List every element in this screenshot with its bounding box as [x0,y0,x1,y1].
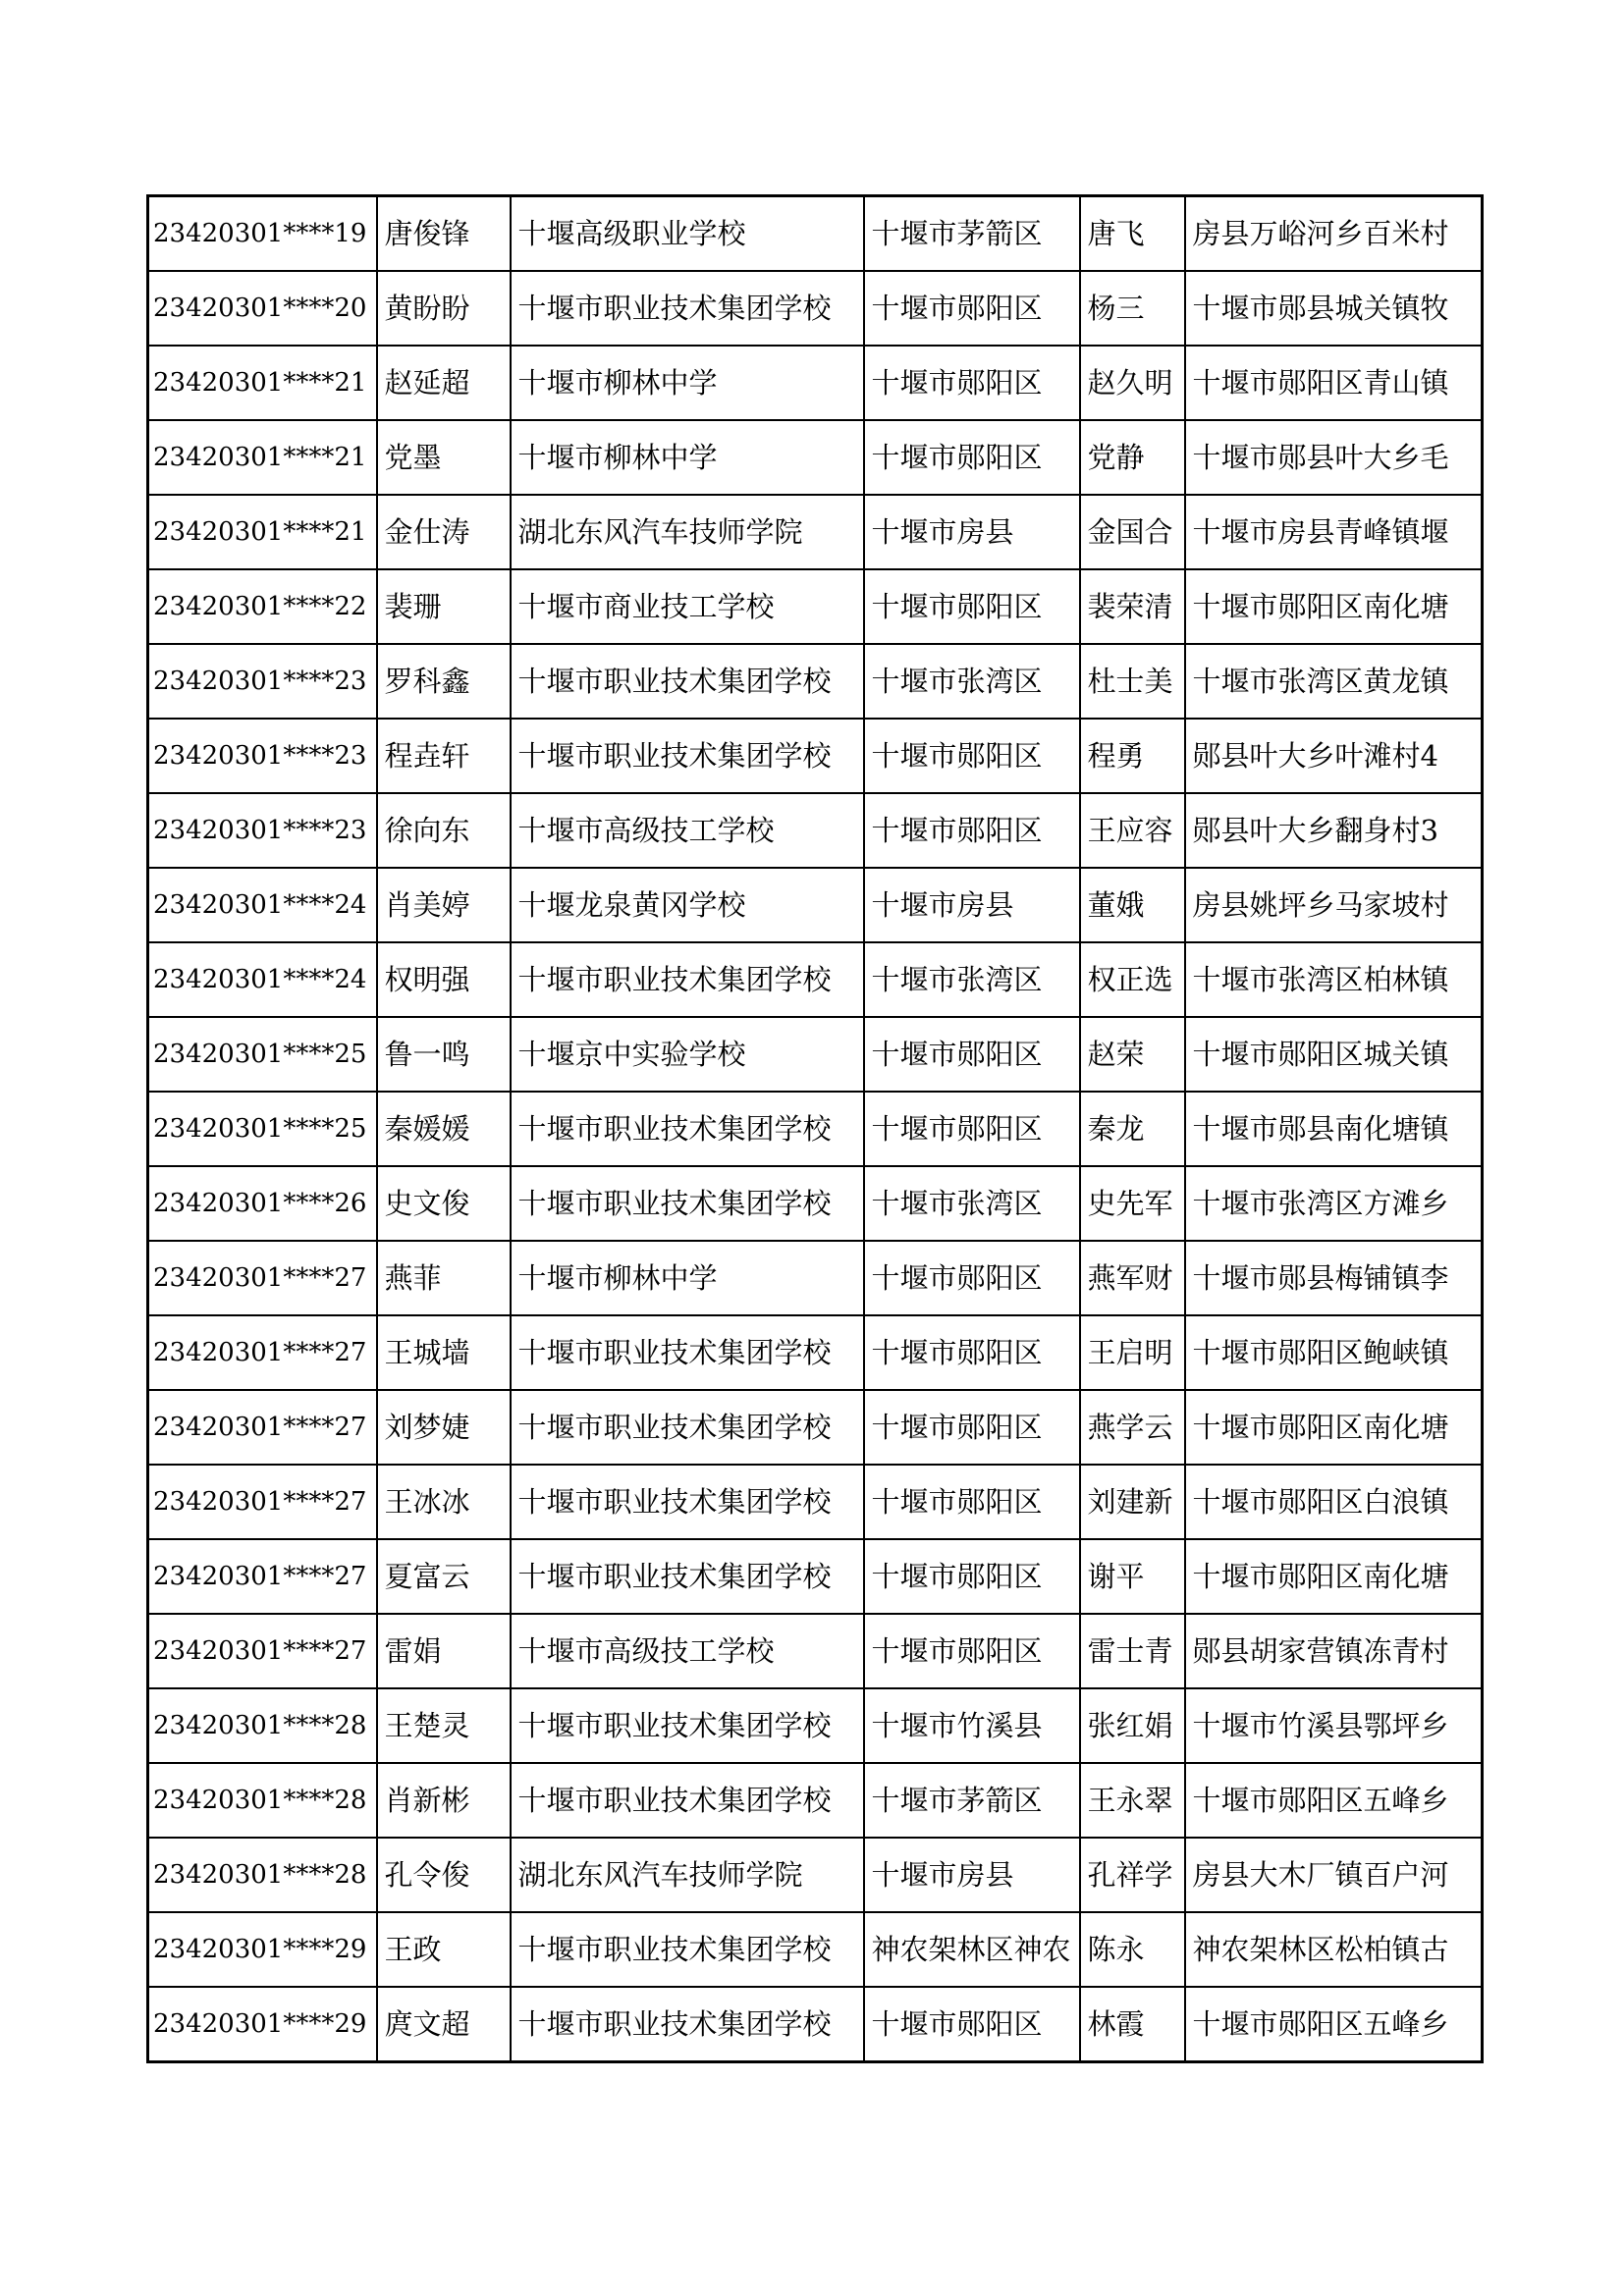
student-id-cell: 23420301****25 [148,1092,377,1166]
student-id-cell: 23420301****24 [148,942,377,1017]
school-cell: 十堰京中实验学校 [511,1017,864,1092]
region-cell: 十堰市张湾区 [864,942,1080,1017]
student-id-cell: 23420301****27 [148,1614,377,1688]
region-cell: 十堰市郧阳区 [864,271,1080,346]
table-row [148,569,1483,644]
table-row [148,942,1483,1017]
school-cell: 十堰市职业技术集团学校 [511,942,864,1017]
table-row [148,1017,1483,1092]
region-cell: 十堰市郧阳区 [864,1465,1080,1539]
guardian-name-cell: 杜士美 [1080,644,1185,719]
student-id-cell: 23420301****21 [148,420,377,495]
student-name-cell: 王楚灵 [377,1688,511,1763]
table-body [148,196,1483,2062]
guardian-name-cell: 燕军财 [1080,1241,1185,1315]
table-row [148,1688,1483,1763]
student-name-cell: 党墨 [377,420,511,495]
table-row [148,1465,1483,1539]
student-name-cell: 金仕涛 [377,495,511,569]
region-cell: 神农架林区神农 [864,1912,1080,1987]
student-name-cell: 赵延超 [377,346,511,420]
student-name-cell: 庹文超 [377,1987,511,2062]
address-cell: 十堰市郧阳区五峰乡 [1185,1763,1483,1838]
student-name-cell: 权明强 [377,942,511,1017]
student-id-cell: 23420301****24 [148,868,377,942]
guardian-name-cell: 杨三 [1080,271,1185,346]
school-cell: 十堰市职业技术集团学校 [511,1465,864,1539]
student-name-cell: 夏富云 [377,1539,511,1614]
guardian-name-cell: 孔祥学 [1080,1838,1185,1912]
guardian-name-cell: 党静 [1080,420,1185,495]
region-cell: 十堰市房县 [864,868,1080,942]
student-id-cell: 23420301****25 [148,1017,377,1092]
student-id-cell: 23420301****28 [148,1688,377,1763]
student-name-cell: 秦媛媛 [377,1092,511,1166]
guardian-name-cell: 雷士青 [1080,1614,1185,1688]
school-cell: 十堰市职业技术集团学校 [511,1539,864,1614]
address-cell: 十堰市郧县城关镇牧 [1185,271,1483,346]
guardian-name-cell: 王永翠 [1080,1763,1185,1838]
table-row [148,1763,1483,1838]
address-cell: 十堰市房县青峰镇堰 [1185,495,1483,569]
table-row [148,420,1483,495]
address-cell: 郧县胡家营镇冻青村 [1185,1614,1483,1688]
region-cell: 十堰市郧阳区 [864,1017,1080,1092]
guardian-name-cell: 唐飞 [1080,196,1185,272]
student-name-cell: 徐向东 [377,793,511,868]
student-id-cell: 23420301****20 [148,271,377,346]
address-cell: 房县大木厂镇百户河 [1185,1838,1483,1912]
school-cell: 十堰市柳林中学 [511,346,864,420]
table-row [148,1092,1483,1166]
address-cell: 十堰市郧县叶大乡毛 [1185,420,1483,495]
table-row [148,495,1483,569]
school-cell: 十堰市柳林中学 [511,420,864,495]
student-id-cell: 23420301****29 [148,1912,377,1987]
student-name-cell: 程垚轩 [377,719,511,793]
school-cell: 十堰市职业技术集团学校 [511,271,864,346]
student-name-cell: 史文俊 [377,1166,511,1241]
student-id-cell: 23420301****27 [148,1315,377,1390]
region-cell: 十堰市郧阳区 [864,719,1080,793]
address-cell: 十堰市郧阳区白浪镇 [1185,1465,1483,1539]
region-cell: 十堰市郧阳区 [864,1241,1080,1315]
guardian-name-cell: 金国合 [1080,495,1185,569]
table-row [148,196,1483,272]
student-name-cell: 孔令俊 [377,1838,511,1912]
student-id-cell: 23420301****21 [148,346,377,420]
address-cell: 房县万峪河乡百米村 [1185,196,1483,272]
student-name-cell: 黄盼盼 [377,271,511,346]
address-cell: 十堰市郧阳区城关镇 [1185,1017,1483,1092]
guardian-name-cell: 赵久明 [1080,346,1185,420]
region-cell: 十堰市竹溪县 [864,1688,1080,1763]
region-cell: 十堰市茅箭区 [864,196,1080,272]
address-cell: 十堰市竹溪县鄂坪乡 [1185,1688,1483,1763]
student-id-cell: 23420301****19 [148,196,377,272]
guardian-name-cell: 董娥 [1080,868,1185,942]
school-cell: 十堰市职业技术集团学校 [511,1166,864,1241]
address-cell: 十堰市郧县南化塘镇 [1185,1092,1483,1166]
student-name-cell: 唐俊锋 [377,196,511,272]
student-name-cell: 裴珊 [377,569,511,644]
school-cell: 湖北东风汽车技师学院 [511,495,864,569]
guardian-name-cell: 谢平 [1080,1539,1185,1614]
student-name-cell: 肖美婷 [377,868,511,942]
guardian-name-cell: 程勇 [1080,719,1185,793]
school-cell: 十堰市高级技工学校 [511,793,864,868]
guardian-name-cell: 燕学云 [1080,1390,1185,1465]
region-cell: 十堰市郧阳区 [864,1539,1080,1614]
region-cell: 十堰市郧阳区 [864,569,1080,644]
region-cell: 十堰市郧阳区 [864,793,1080,868]
table-row [148,644,1483,719]
region-cell: 十堰市茅箭区 [864,1763,1080,1838]
address-cell: 十堰市郧阳区青山镇 [1185,346,1483,420]
school-cell: 十堰高级职业学校 [511,196,864,272]
region-cell: 十堰市郧阳区 [864,346,1080,420]
table-row [148,271,1483,346]
school-cell: 十堰市柳林中学 [511,1241,864,1315]
guardian-name-cell: 刘建新 [1080,1465,1185,1539]
student-id-cell: 23420301****29 [148,1987,377,2062]
school-cell: 十堰市职业技术集团学校 [511,1912,864,1987]
region-cell: 十堰市房县 [864,1838,1080,1912]
school-cell: 十堰市职业技术集团学校 [511,1763,864,1838]
table-row [148,1987,1483,2062]
school-cell: 十堰市商业技工学校 [511,569,864,644]
region-cell: 十堰市房县 [864,495,1080,569]
address-cell: 十堰市张湾区黄龙镇 [1185,644,1483,719]
region-cell: 十堰市郧阳区 [864,1092,1080,1166]
school-cell: 十堰市职业技术集团学校 [511,1688,864,1763]
student-id-cell: 23420301****23 [148,793,377,868]
table-row [148,1241,1483,1315]
region-cell: 十堰市郧阳区 [864,1390,1080,1465]
school-cell: 湖北东风汽车技师学院 [511,1838,864,1912]
school-cell: 十堰市职业技术集团学校 [511,719,864,793]
guardian-name-cell: 史先军 [1080,1166,1185,1241]
table-row [148,868,1483,942]
student-name-cell: 刘梦婕 [377,1390,511,1465]
address-cell: 十堰市郧阳区南化塘 [1185,1539,1483,1614]
address-cell: 房县姚坪乡马家坡村 [1185,868,1483,942]
table-row [148,1838,1483,1912]
table-row [148,719,1483,793]
guardian-name-cell: 陈永 [1080,1912,1185,1987]
address-cell: 神农架林区松柏镇古 [1185,1912,1483,1987]
student-name-cell: 雷娟 [377,1614,511,1688]
student-name-cell: 王政 [377,1912,511,1987]
guardian-name-cell: 秦龙 [1080,1092,1185,1166]
student-id-cell: 23420301****27 [148,1241,377,1315]
table-row [148,1614,1483,1688]
school-cell: 十堰市职业技术集团学校 [511,1092,864,1166]
address-cell: 十堰市张湾区柏林镇 [1185,942,1483,1017]
student-name-cell: 王冰冰 [377,1465,511,1539]
school-cell: 十堰市职业技术集团学校 [511,1987,864,2062]
address-cell: 十堰市郧阳区鲍峡镇 [1185,1315,1483,1390]
student-name-cell: 燕菲 [377,1241,511,1315]
student-id-cell: 23420301****23 [148,719,377,793]
table-row [148,1390,1483,1465]
student-id-cell: 23420301****27 [148,1465,377,1539]
region-cell: 十堰市张湾区 [864,644,1080,719]
table-row [148,1166,1483,1241]
student-name-cell: 王城墙 [377,1315,511,1390]
student-name-cell: 鲁一鸣 [377,1017,511,1092]
address-cell: 十堰市郧县梅铺镇李 [1185,1241,1483,1315]
guardian-name-cell: 王启明 [1080,1315,1185,1390]
student-name-cell: 罗科鑫 [377,644,511,719]
table-row [148,346,1483,420]
student-id-cell: 23420301****27 [148,1390,377,1465]
guardian-name-cell: 张红娟 [1080,1688,1185,1763]
region-cell: 十堰市郧阳区 [864,420,1080,495]
address-cell: 十堰市郧阳区南化塘 [1185,569,1483,644]
school-cell: 十堰市职业技术集团学校 [511,644,864,719]
table-row [148,793,1483,868]
guardian-name-cell: 王应容 [1080,793,1185,868]
student-id-cell: 23420301****23 [148,644,377,719]
address-cell: 十堰市张湾区方滩乡 [1185,1166,1483,1241]
student-id-cell: 23420301****28 [148,1838,377,1912]
student-list-table [146,194,1484,2063]
table-row [148,1539,1483,1614]
student-name-cell: 肖新彬 [377,1763,511,1838]
table-row [148,1315,1483,1390]
student-id-cell: 23420301****26 [148,1166,377,1241]
school-cell: 十堰龙泉黄冈学校 [511,868,864,942]
address-cell: 十堰市郧阳区五峰乡 [1185,1987,1483,2062]
address-cell: 十堰市郧阳区南化塘 [1185,1390,1483,1465]
school-cell: 十堰市职业技术集团学校 [511,1390,864,1465]
table-row [148,1912,1483,1987]
school-cell: 十堰市高级技工学校 [511,1614,864,1688]
guardian-name-cell: 权正选 [1080,942,1185,1017]
region-cell: 十堰市郧阳区 [864,1315,1080,1390]
guardian-name-cell: 裴荣清 [1080,569,1185,644]
guardian-name-cell: 林霞 [1080,1987,1185,2062]
student-id-cell: 23420301****28 [148,1763,377,1838]
address-cell: 郧县叶大乡翻身村3 [1185,793,1483,868]
school-cell: 十堰市职业技术集团学校 [511,1315,864,1390]
region-cell: 十堰市郧阳区 [864,1614,1080,1688]
guardian-name-cell: 赵荣 [1080,1017,1185,1092]
student-id-cell: 23420301****27 [148,1539,377,1614]
address-cell: 郧县叶大乡叶滩村4 [1185,719,1483,793]
student-id-cell: 23420301****21 [148,495,377,569]
region-cell: 十堰市郧阳区 [864,1987,1080,2062]
region-cell: 十堰市张湾区 [864,1166,1080,1241]
student-id-cell: 23420301****22 [148,569,377,644]
